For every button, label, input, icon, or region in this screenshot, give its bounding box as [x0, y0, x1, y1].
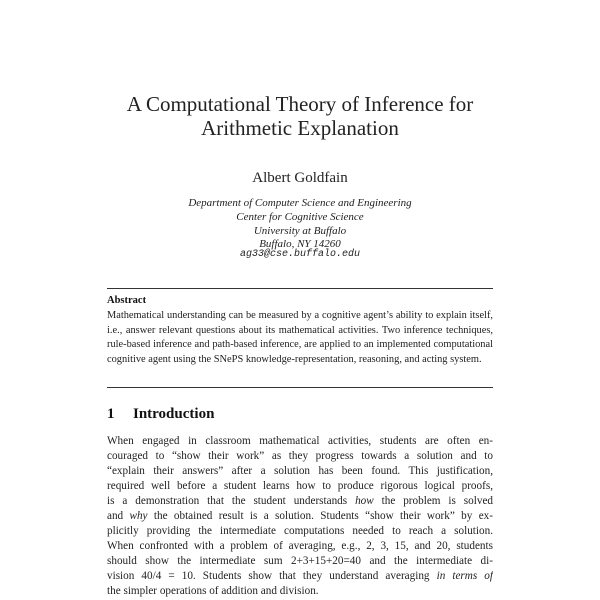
- body-line: required well before a student learns how to produce rigorous logical proofs,: [107, 480, 493, 492]
- affiliation-university: University at Buffalo: [253, 225, 347, 237]
- body-text: and: [107, 510, 130, 522]
- body-line: should show the intermediate sum 2+3+15+20=40 and the intermediate di-: [107, 555, 493, 567]
- affiliation-department: Department of Computer Science and Engineering: [188, 197, 412, 209]
- section-number: 1: [107, 406, 115, 422]
- abstract-top-rule: [107, 288, 493, 289]
- body-line: When engaged in classroom mathematical activities, students are often en-: [107, 435, 493, 447]
- emphasis-in-terms-of: in terms of: [436, 570, 493, 582]
- body-line: [107, 494, 493, 509]
- body-line: [107, 509, 493, 524]
- body-line: couraged to “show their work” as they progress towards a solution and to: [107, 450, 493, 462]
- affiliation-center: Center for Cognitive Science: [236, 211, 364, 223]
- affiliation-address: Buffalo, NY 14260: [259, 238, 341, 250]
- body-line: [107, 569, 493, 584]
- abstract-bottom-rule: [107, 387, 493, 388]
- body-line: When confronted with a problem of averaging, e.g., 2, 3, 15, and 20, students: [107, 540, 493, 552]
- body-text: the obtained result is a solution. Students “show their work” by ex-: [147, 510, 493, 522]
- body-text: is a demonstration that the student understands: [107, 495, 356, 507]
- paper-title-line-2: Arithmetic Explanation: [201, 116, 399, 140]
- section-heading-introduction: [107, 406, 214, 423]
- author-name: Albert Goldfain: [252, 170, 348, 186]
- abstract-text: Mathematical understanding can be measured by a cognitive agent’s ability to explain itself, i.e., answer relevant questions about its mathematical activities. Two inference techniques, rule-based inference and path-based inference, are applied to an implemented computational cognitive agent using the SNePS knowledge-representation, reasoning, and acting system.: [107, 310, 493, 365]
- body-line: the simpler operations of addition and division.: [107, 585, 319, 597]
- body-line: “explain their answers” after a solution has been found. This justification,: [107, 465, 493, 477]
- paper-title-line-1: A Computational Theory of Inference for: [126, 92, 474, 116]
- body-text: the problem is solved: [373, 495, 493, 507]
- emphasis-how: how: [355, 495, 374, 507]
- emphasis-why: why: [129, 510, 148, 522]
- abstract-heading: Abstract: [107, 295, 147, 306]
- author-email: ag33@cse.buffalo.edu: [239, 249, 361, 260]
- section-title: Introduction: [133, 406, 215, 422]
- body-line: plicitly providing the intermediate computations needed to reach a solution.: [107, 525, 493, 537]
- body-text: vision 40/4 = 10. Students show that they understand averaging: [107, 570, 437, 582]
